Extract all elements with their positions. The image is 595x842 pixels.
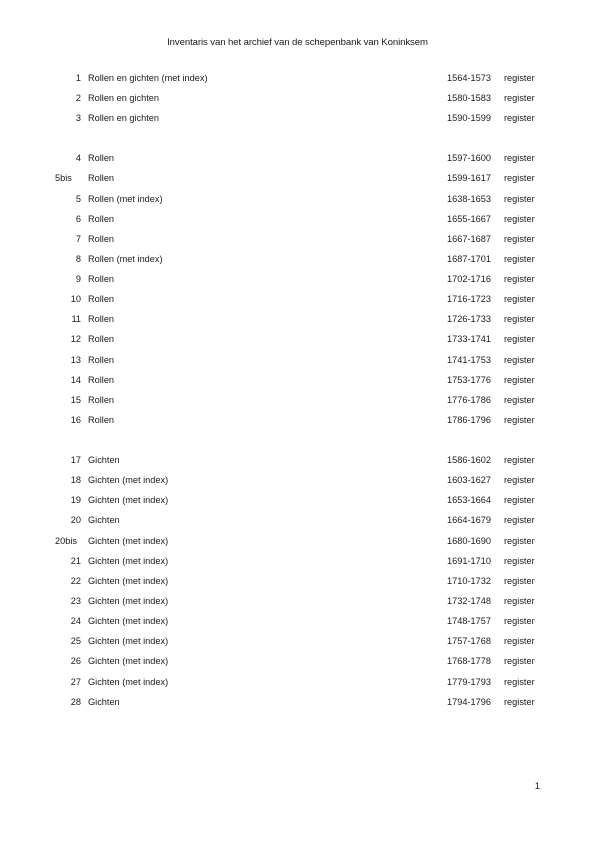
entry-type: register bbox=[504, 274, 535, 285]
entry-period: 1590-1599 bbox=[447, 113, 491, 124]
entry-number: 4 bbox=[75, 153, 81, 164]
entry-description: Rollen bbox=[88, 213, 115, 224]
entry-period: 1667-1687 bbox=[447, 233, 491, 244]
entry-number: 25 bbox=[70, 636, 81, 647]
inventory-row bbox=[0, 696, 595, 716]
inventory-row bbox=[0, 152, 595, 172]
entry-period: 1768-1778 bbox=[447, 656, 491, 667]
entry-period: 1691-1710 bbox=[447, 555, 491, 566]
inventory-row bbox=[0, 172, 595, 192]
entry-number: 28 bbox=[70, 696, 81, 707]
entry-description: Gichten (met index) bbox=[88, 555, 169, 566]
inventory-row bbox=[0, 293, 595, 313]
entry-description: Rollen bbox=[88, 374, 115, 385]
entry-period: 1564-1573 bbox=[447, 73, 491, 83]
entry-number: 7 bbox=[75, 233, 81, 244]
inventory-row bbox=[0, 575, 595, 595]
entry-number: 10 bbox=[70, 294, 81, 305]
entry-description: Gichten (met index) bbox=[88, 616, 169, 627]
entry-description: Gichten bbox=[88, 515, 120, 526]
entry-number: 1 bbox=[75, 73, 81, 83]
entry-type: register bbox=[504, 113, 535, 124]
inventory-row bbox=[0, 394, 595, 414]
entry-number: 20 bbox=[70, 515, 81, 526]
entry-number: 21 bbox=[70, 555, 81, 566]
entry-type: register bbox=[504, 394, 535, 405]
entry-period: 1757-1768 bbox=[447, 636, 491, 647]
entry-type: register bbox=[504, 153, 535, 164]
entry-type: register bbox=[504, 495, 535, 506]
entry-type: register bbox=[504, 595, 535, 606]
inventory-row bbox=[0, 615, 595, 635]
entry-description: Rollen bbox=[88, 173, 115, 184]
entry-description: Gichten (met index) bbox=[88, 676, 169, 687]
entry-number: 20bis bbox=[55, 535, 77, 546]
entry-type: register bbox=[504, 294, 535, 305]
entry-number: 26 bbox=[70, 656, 81, 667]
entry-number: 14 bbox=[70, 374, 81, 385]
inventory-row bbox=[0, 273, 595, 293]
entry-period: 1597-1600 bbox=[447, 153, 491, 164]
entry-number: 5bis bbox=[55, 173, 72, 184]
entry-number: 27 bbox=[70, 676, 81, 687]
entry-type: register bbox=[504, 354, 535, 365]
inventory-row bbox=[0, 514, 595, 534]
entry-type: register bbox=[504, 636, 535, 647]
entry-description: Rollen en gichten bbox=[88, 113, 159, 124]
inventory-row bbox=[0, 655, 595, 675]
entry-type: register bbox=[504, 656, 535, 667]
entry-number: 2 bbox=[75, 93, 81, 104]
entry-description: Gichten (met index) bbox=[88, 475, 169, 486]
entry-period: 1741-1753 bbox=[447, 354, 491, 365]
inventory-row bbox=[0, 213, 595, 233]
entry-number: 3 bbox=[75, 113, 81, 124]
inventory-row bbox=[0, 494, 595, 514]
entry-type: register bbox=[504, 334, 535, 345]
inventory-row bbox=[0, 112, 595, 132]
page-number: 1 bbox=[534, 781, 540, 791]
entry-number: 24 bbox=[70, 616, 81, 627]
entry-period: 1664-1679 bbox=[447, 515, 491, 526]
entry-number: 15 bbox=[70, 394, 81, 405]
entry-type: register bbox=[504, 193, 535, 204]
entry-period: 1716-1723 bbox=[447, 294, 491, 305]
page-title: Inventaris van het archief van de schepenbank van Koninksem bbox=[167, 37, 428, 48]
entry-description: Rollen bbox=[88, 354, 115, 365]
inventory-row bbox=[0, 354, 595, 374]
entry-period: 1726-1733 bbox=[447, 314, 491, 325]
inventory-row bbox=[0, 454, 595, 474]
entry-description: Gichten (met index) bbox=[88, 595, 169, 606]
inventory-row bbox=[0, 72, 595, 92]
entry-description: Gichten (met index) bbox=[88, 656, 169, 667]
entry-number: 16 bbox=[70, 415, 81, 426]
entry-description: Gichten (met index) bbox=[88, 495, 169, 506]
entry-period: 1655-1667 bbox=[447, 213, 491, 224]
entry-period: 1776-1786 bbox=[447, 394, 491, 405]
entry-number: 12 bbox=[70, 334, 81, 345]
entry-period: 1786-1796 bbox=[447, 415, 491, 426]
entry-period: 1687-1701 bbox=[447, 253, 491, 264]
inventory-row bbox=[0, 676, 595, 696]
entry-type: register bbox=[504, 515, 535, 526]
inventory-row bbox=[0, 474, 595, 494]
entry-period: 1653-1664 bbox=[447, 495, 491, 506]
entry-description: Gichten bbox=[88, 454, 120, 465]
entry-period: 1580-1583 bbox=[447, 93, 491, 104]
inventory-row bbox=[0, 253, 595, 273]
inventory-row bbox=[0, 193, 595, 213]
inventory-row bbox=[0, 555, 595, 575]
entry-period: 1748-1757 bbox=[447, 616, 491, 627]
entry-period: 1794-1796 bbox=[447, 696, 491, 707]
entry-type: register bbox=[504, 73, 535, 83]
entry-number: 22 bbox=[70, 575, 81, 586]
entry-period: 1599-1617 bbox=[447, 173, 491, 184]
entry-period: 1603-1627 bbox=[447, 475, 491, 486]
inventory-list bbox=[0, 72, 595, 716]
entry-description: Rollen bbox=[88, 334, 115, 345]
inventory-row bbox=[0, 313, 595, 333]
inventory-row bbox=[0, 535, 595, 555]
entry-period: 1753-1776 bbox=[447, 374, 491, 385]
entry-type: register bbox=[504, 535, 535, 546]
entry-number: 11 bbox=[71, 314, 81, 325]
entry-description: Rollen bbox=[88, 314, 115, 325]
entry-type: register bbox=[504, 374, 535, 385]
entry-description: Rollen en gichten (met index) bbox=[88, 73, 208, 83]
entry-description: Rollen bbox=[88, 274, 115, 285]
inventory-row bbox=[0, 635, 595, 655]
entry-type: register bbox=[504, 555, 535, 566]
entry-type: register bbox=[504, 173, 535, 184]
entry-number: 17 bbox=[70, 454, 81, 465]
entry-period: 1779-1793 bbox=[447, 676, 491, 687]
entry-description: Rollen (met index) bbox=[88, 253, 163, 264]
entry-type: register bbox=[504, 253, 535, 264]
entry-number: 8 bbox=[75, 253, 81, 264]
entry-period: 1710-1732 bbox=[447, 575, 491, 586]
inventory-row bbox=[0, 92, 595, 112]
entry-period: 1680-1690 bbox=[447, 535, 491, 546]
entry-number: 9 bbox=[75, 274, 81, 285]
inventory-row bbox=[0, 374, 595, 394]
entry-description: Rollen (met index) bbox=[88, 193, 163, 204]
entry-type: register bbox=[504, 415, 535, 426]
inventory-row bbox=[0, 595, 595, 615]
entry-description: Rollen bbox=[88, 415, 115, 426]
entry-description: Gichten (met index) bbox=[88, 575, 169, 586]
entry-description: Rollen bbox=[88, 233, 115, 244]
entry-description: Rollen bbox=[88, 394, 115, 405]
entry-period: 1733-1741 bbox=[447, 334, 491, 345]
entry-type: register bbox=[504, 575, 535, 586]
entry-type: register bbox=[504, 314, 535, 325]
entry-period: 1638-1653 bbox=[447, 193, 491, 204]
entry-type: register bbox=[504, 93, 535, 104]
entry-type: register bbox=[504, 454, 535, 465]
entry-number: 18 bbox=[70, 475, 81, 486]
entry-period: 1732-1748 bbox=[447, 595, 491, 606]
entry-type: register bbox=[504, 676, 535, 687]
entry-type: register bbox=[504, 616, 535, 627]
entry-description: Rollen bbox=[88, 153, 115, 164]
inventory-row bbox=[0, 414, 595, 434]
entry-period: 1586-1602 bbox=[447, 454, 491, 465]
entry-description: Gichten (met index) bbox=[88, 636, 169, 647]
entry-number: 19 bbox=[70, 495, 81, 506]
entry-description: Rollen en gichten bbox=[88, 93, 159, 104]
entry-number: 23 bbox=[70, 595, 81, 606]
entry-type: register bbox=[504, 233, 535, 244]
entry-period: 1702-1716 bbox=[447, 274, 491, 285]
entry-type: register bbox=[504, 213, 535, 224]
inventory-row bbox=[0, 333, 595, 353]
entry-type: register bbox=[504, 475, 535, 486]
entry-number: 5 bbox=[75, 193, 81, 204]
entry-number: 6 bbox=[75, 213, 81, 224]
entry-description: Gichten (met index) bbox=[88, 535, 169, 546]
entry-type: register bbox=[504, 696, 535, 707]
entry-number: 13 bbox=[70, 354, 81, 365]
entry-description: Rollen bbox=[88, 294, 115, 305]
entry-description: Gichten bbox=[88, 696, 120, 707]
inventory-row bbox=[0, 233, 595, 253]
